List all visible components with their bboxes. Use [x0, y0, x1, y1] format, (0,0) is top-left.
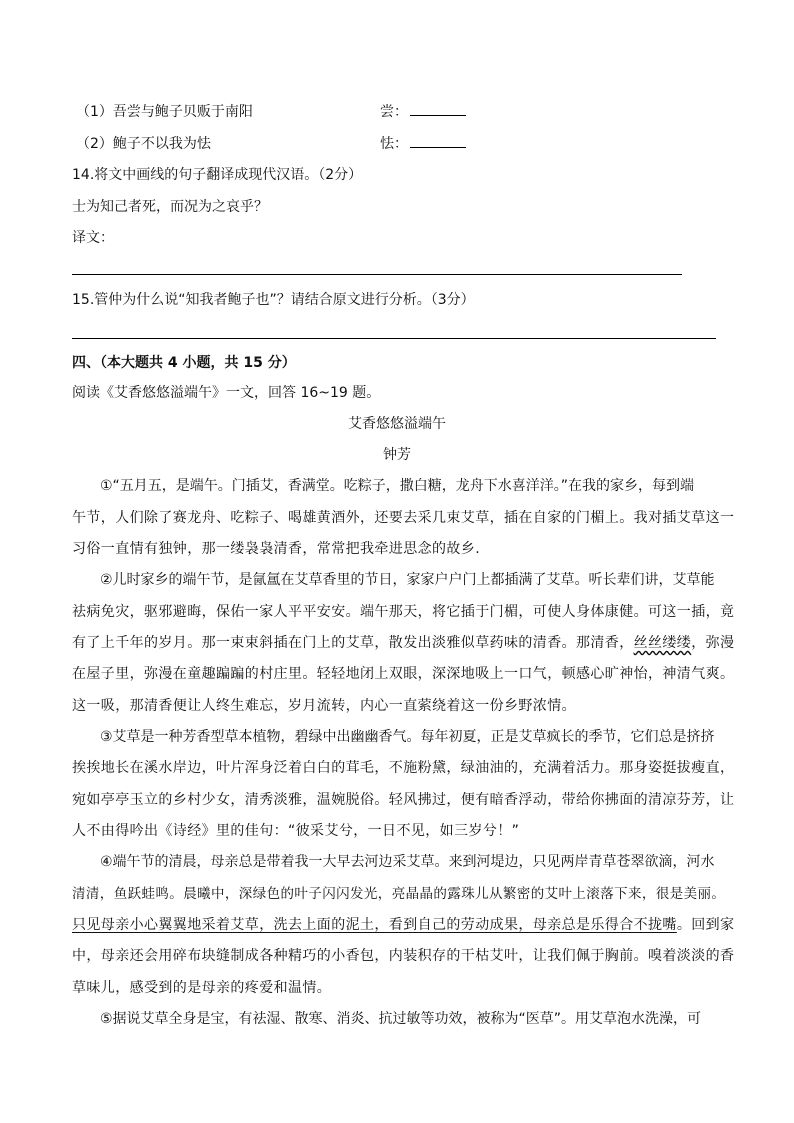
passage-author: 钟芳 — [383, 447, 411, 463]
paragraph-2-line-1: ②儿时家乡的端午节，是氤氲在艾草香里的节日，家家户户门上都插满了艾草。听长辈们讲，艾草能 — [100, 572, 715, 588]
paragraph-3-line-1: ③艾草是一种芳香型草本植物，碧绿中出幽幽香气。每年初夏，正是艾草疯长的季节，它们总是挤挤 — [100, 729, 715, 745]
paragraph-1-line-2: 午节，人们除了赛龙舟、吃粽子、喝雄黄酒外，还要去采几束艾草，插在自家的门楣上。我对插艾草这一 — [72, 510, 735, 526]
q14-prompt: 14.将文中画线的句子翻译成现代汉语。（2分） — [72, 167, 363, 183]
paragraph-2-line-3: 有了上千年的岁月。那一束束斜插在门上的艾草，散发出淡雅似草药味的清香。那清香，丝丝缕缕，弥漫 — [72, 635, 735, 651]
passage-title: 艾香悠悠溢端午 — [348, 416, 446, 432]
paragraph-4-line-4: 中，母亲还会用碎布块缝制成各种精巧的小香包，内装积存的干枯艾叶，让我们佩于胸前。嗅着淡淡的香 — [72, 948, 735, 964]
section4-instruction: 阅读《艾香悠悠溢端午》一文，回答 16~19 题。 — [72, 385, 381, 401]
paragraph-2-line-5: 这一吸，那清香便让人终生难忘，岁月流转，内心一直萦绕着这一份乡野浓情。 — [72, 698, 576, 714]
answer-blank-2 — [410, 135, 466, 148]
paragraph-3-line-4: 人不由得吟出《诗经》里的佳句：“彼采艾兮，一日不见，如三岁兮！” — [72, 823, 520, 839]
q13-item1-text: （1）吾尝与鲍子贝贩于南阳 — [76, 104, 253, 120]
paragraph-3-line-3: 宛如亭亭玉立的乡村少女，清秀淡雅，温婉脱俗。轻风拂过，便有暗香浮动，带给你拂面的清凉芬芳，让 — [72, 792, 735, 808]
wavy-underlined-phrase: 丝丝缕缕 — [633, 635, 692, 651]
q14-answer-label: 译文： — [72, 230, 114, 246]
q13-item2-char: 怯： — [380, 134, 466, 154]
underlined-sentence: 只见母亲小心翼翼地采着艾草，洗去上面的泥土，看到自己的劳动成果，母亲总是乐得合不拢嘴 — [72, 917, 677, 933]
section4-heading: 四、（本大题共 4 小题，共 15 分） — [72, 355, 296, 371]
q14-answer-line — [72, 274, 682, 275]
q15-answer-line — [72, 338, 716, 339]
q13-item2-text: （2）鲍子不以我为怯 — [76, 136, 211, 152]
paragraph-4-line-2: 清清，鱼跃蛙鸣。晨曦中，深绿色的叶子闪闪发光，亮晶晶的露珠儿从繁密的艾叶上滚落下来，很是美丽。 — [72, 886, 726, 902]
q13-item1-char: 尝： — [380, 102, 466, 122]
paragraph-2-line-4: 在屋子里，弥漫在童趣蹁蹁的村庄里。轻轻地闭上双眼，深深地吸上一口气，顿感心旷神怡，神清气爽。 — [72, 666, 735, 682]
answer-blank-1 — [410, 103, 466, 116]
q15-prompt: 15.管仲为什么说“知我者鲍子也”？请结合原文进行分析。（3分） — [72, 292, 475, 308]
paragraph-1-line-1: ①“五月五，是端午。门插艾，香满堂。吃粽子，撒白糖，龙舟下水喜洋洋。”在我的家乡，每到端 — [100, 478, 695, 494]
paragraph-4-line-5: 草味儿，感受到的是母亲的疼爱和温情。 — [72, 980, 332, 996]
paragraph-3-line-2: 挨挨地长在溪水岸边，叶片浑身泛着白白的茸毛，不施粉黛，绿油油的，充满着活力。那身姿挺拔瘦直， — [72, 760, 735, 776]
paragraph-2-line-2: 祛病免灾，驱邪避晦，保佑一家人平平安安。端午那天，将它插于门楣，可使人身体康健。可这一插，竟 — [72, 604, 735, 620]
q14-sentence: 士为知己者死，而况为之哀乎？ — [72, 199, 268, 215]
paragraph-5-line-1: ⑤据说艾草全身是宝，有祛湿、散寒、消炎、抗过敏等功效，被称为“医草”。用艾草泡水洗澡，可 — [100, 1011, 702, 1027]
paragraph-4-line-1: ④端午节的清晨，母亲总是带着我一大早去河边采艾草。来到河堤边，只见两岸青草苍翠欲滴，河水 — [100, 854, 715, 870]
paragraph-1-line-3: 习俗一直情有独钟，那一缕袅袅清香，常常把我牵进思念的故乡. — [72, 541, 481, 557]
paragraph-4-line-3: 只见母亲小心翼翼地采着艾草，洗去上面的泥土，看到自己的劳动成果，母亲总是乐得合不拢嘴。回到家 — [72, 917, 735, 933]
